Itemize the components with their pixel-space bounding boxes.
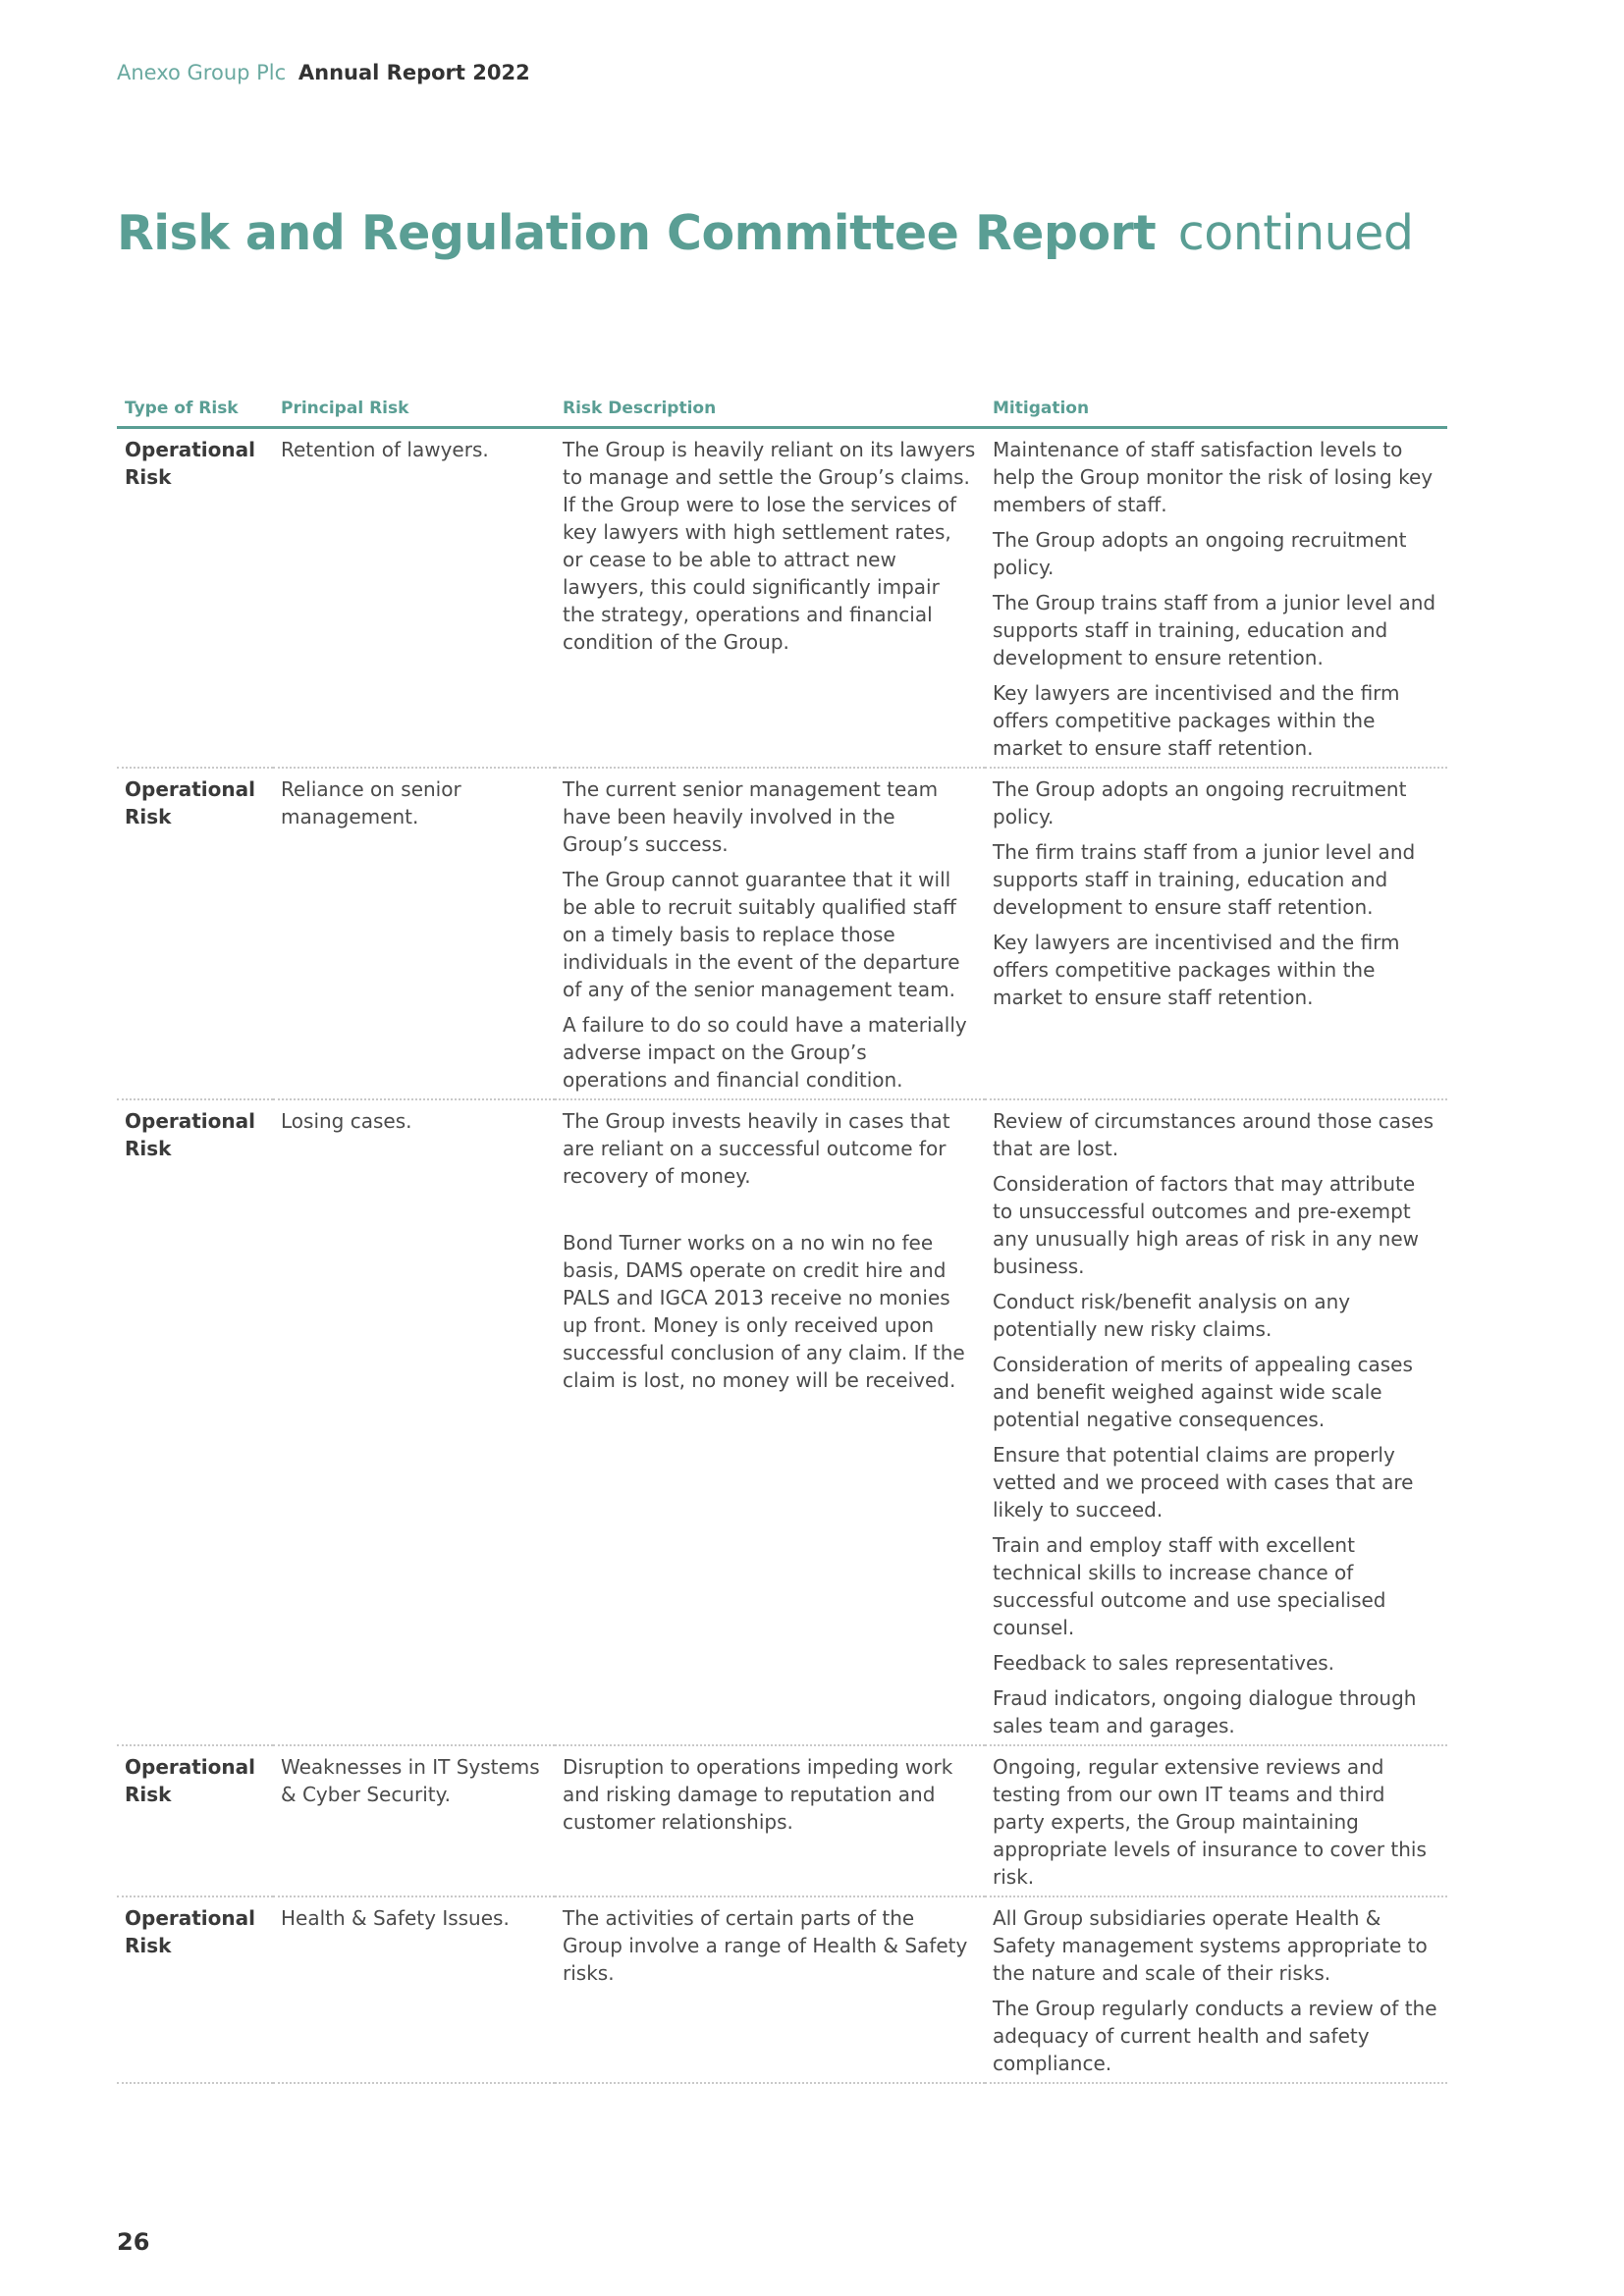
description-paragraph: Bond Turner works on a no win no fee basis, DAMS operate on credit hire and PALS and IGCA 2013 receive no monies up front. Money is only received upon successful conclusion of any claim. If the claim is lost, no money will be received. [563,1231,965,1392]
description-paragraph: A failure to do so could have a materially adverse impact on the Group’s operations and financial condition. [563,1013,967,1092]
description-paragraph: Disruption to operations impeding work and risking damage to reputation and customer relationships. [563,1755,953,1834]
mitigation-paragraph: Consideration of merits of appealing cases and benefit weighed against wide scale potential negative consequences. [993,1353,1413,1431]
description-paragraph: The Group invests heavily in cases that are reliant on a successful outcome for recovery of money. [563,1109,950,1188]
mitigation-paragraph: Key lawyers are incentivised and the firm offers competitive packages within the market to ensure staff retention. [993,681,1400,760]
mitigation [985,1896,1447,2083]
principal-risk: Health & Safety Issues. [273,1896,555,2083]
mitigation-paragraph: Consideration of factors that may attribute to unsuccessful outcomes and pre-exempt any unusually high areas of risk in any new business. [993,1172,1419,1278]
risk-description [555,428,985,769]
column-header-risk-description: Risk Description [555,393,985,428]
principal-risk: Losing cases. [273,1099,555,1745]
risk-description [555,1896,985,2083]
mitigation-paragraph: The Group adopts an ongoing recruitment policy. [993,777,1407,828]
risk-type: Operational Risk [117,428,273,769]
risk-type: Operational Risk [117,768,273,1099]
page-title [117,202,1413,265]
mitigation-paragraph: All Group subsidiaries operate Health & Safety management systems appropriate to the nature and scale of their risks. [993,1906,1428,1985]
mitigation-paragraph: Ongoing, regular extensive reviews and testing from our own IT teams and third party experts, the Group maintaining appropriate levels of insurance to cover this risk. [993,1755,1427,1889]
mitigation-paragraph: Review of circumstances around those cases that are lost. [993,1109,1435,1160]
table-row [117,1896,1447,2083]
description-paragraph: The current senior management team have been heavily involved in the Group’s success. [563,777,939,856]
mitigation [985,428,1447,769]
risk-type: Operational Risk [117,1896,273,2083]
column-header-principal-risk: Principal Risk [273,393,555,428]
mitigation-paragraph: The Group adopts an ongoing recruitment policy. [993,528,1407,579]
running-header [117,59,530,86]
risk-type: Operational Risk [117,1099,273,1745]
table-row [117,768,1447,1099]
mitigation-paragraph: Maintenance of staff satisfaction levels to help the Group monitor the risk of losing key members of staff. [993,438,1434,516]
mitigation-paragraph: Fraud indicators, ongoing dialogue through sales team and garages. [993,1686,1417,1737]
mitigation [985,768,1447,1099]
column-header-mitigation: Mitigation [985,393,1447,428]
table-header-row [117,393,1447,428]
risk-description [555,1745,985,1896]
mitigation [985,1745,1447,1896]
table-row [117,428,1447,769]
principal-risk: Reliance on senior management. [273,768,555,1099]
header-report-title: Annual Report 2022 [298,61,530,84]
mitigation-paragraph: Feedback to sales representatives. [993,1651,1335,1675]
mitigation-paragraph: The Group regularly conducts a review of the adequacy of current health and safety compliance. [993,1997,1437,2075]
principal-risk: Retention of lawyers. [273,428,555,769]
header-company: Anexo Group Plc [117,61,287,84]
page-title-main: Risk and Regulation Committee Report [117,205,1157,261]
table-row [117,1745,1447,1896]
mitigation-paragraph: Ensure that potential claims are properly vetted and we proceed with cases that are likely to succeed. [993,1443,1414,1522]
page-title-suffix: continued [1177,205,1414,261]
table-row [117,1099,1447,1745]
mitigation-paragraph: Conduct risk/benefit analysis on any potentially new risky claims. [993,1290,1351,1341]
column-header-type: Type of Risk [117,393,273,428]
principal-risk: Weaknesses in IT Systems & Cyber Security. [273,1745,555,1896]
description-paragraph: The Group cannot guarantee that it will be able to recruit suitably qualified staff on a timely basis to replace those individuals in the event of the departure of any of the senior management team. [563,868,960,1001]
mitigation [985,1099,1447,1745]
mitigation-paragraph: Key lawyers are incentivised and the firm offers competitive packages within the market to ensure staff retention. [993,931,1400,1009]
description-paragraph: The Group is heavily reliant on its lawyers to manage and settle the Group’s claims. If the Group were to lose the services of key lawyers with high settlement rates, or cease to be able to attract new lawyers, this could significantly impair the strategy, operations and financial condition of the Group. [563,438,976,654]
mitigation-paragraph: Train and employ staff with excellent technical skills to increase chance of successful outcome and use specialised counsel. [993,1533,1386,1639]
page-number: 26 [117,2228,150,2256]
risk-description [555,768,985,1099]
risk-table [117,393,1447,2084]
risk-type: Operational Risk [117,1745,273,1896]
mitigation-paragraph: The firm trains staff from a junior level and supports staff in training, education and development to ensure staff retention. [993,840,1416,919]
mitigation-paragraph: The Group trains staff from a junior level and supports staff in training, education and development to ensure retention. [993,591,1436,669]
risk-description [555,1099,985,1745]
description-paragraph: The activities of certain parts of the Group involve a range of Health & Safety risks. [563,1906,968,1985]
